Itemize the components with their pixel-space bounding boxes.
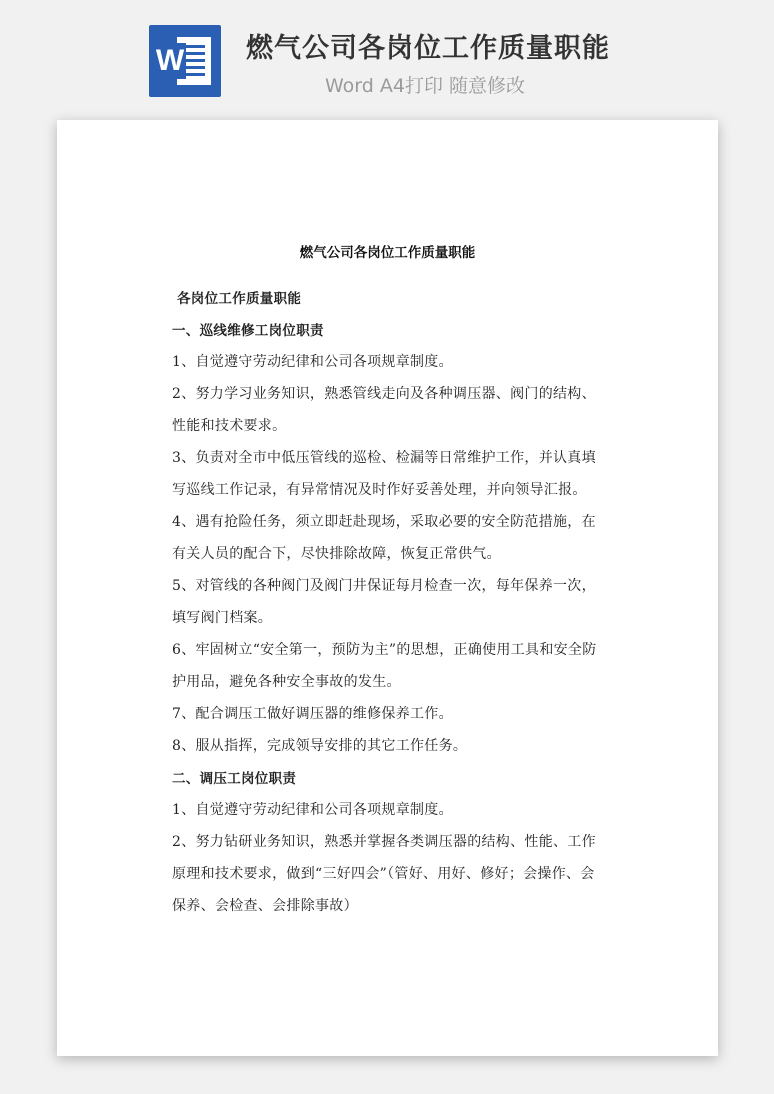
page-header <box>0 0 774 110</box>
paragraph-line: 2、努力学习业务知识，熟悉管线走向及各种调压器、阀门的结构、 <box>172 386 596 402</box>
paragraph-line: 写巡线工作记录，有异常情况及时作好妥善处理，并向领导汇报。 <box>172 482 587 498</box>
document-page <box>57 120 718 1056</box>
section-heading-1: 一、巡线维修工岗位职责 <box>172 323 324 339</box>
paragraph-line: 8、服从指挥，完成领导安排的其它工作任务。 <box>172 738 468 754</box>
paragraph-line: 护用品，避免各种安全事故的发生。 <box>172 674 401 690</box>
page-subtitle: Word A4打印 随意修改 <box>325 75 526 97</box>
paragraph-line: 保养、会检查、会排除事故） <box>172 898 358 914</box>
paragraph-line: 5、对管线的各种阀门及阀门井保证每月检查一次，每年保养一次， <box>172 578 596 594</box>
paragraph-line: 2、努力钻研业务知识，熟悉并掌握各类调压器的结构、性能、工作 <box>172 834 596 850</box>
section-heading-2: 二、调压工岗位职责 <box>172 771 297 787</box>
paragraph-line: 3、负责对全市中低压管线的巡检、检漏等日常维护工作，并认真填 <box>172 450 596 466</box>
word-logo-letter: W <box>155 44 185 77</box>
page-title: 燃气公司各岗位工作质量职能 <box>246 33 610 64</box>
paragraph-line: 7、配合调压工做好调压器的维修保养工作。 <box>172 706 453 722</box>
document-title: 燃气公司各岗位工作质量职能 <box>299 245 476 261</box>
paragraph-line: 6、牢固树立“安全第一，预防为主”的思想，正确使用工具和安全防 <box>172 642 597 658</box>
paragraph-line: 性能和技术要求。 <box>172 418 287 434</box>
paragraph-line: 4、遇有抢险任务，须立即赶赴现场，采取必要的安全防范措施，在 <box>172 514 596 530</box>
section-heading: 各岗位工作质量职能 <box>177 291 302 307</box>
paragraph-line: 填写阀门档案。 <box>172 610 273 626</box>
word-icon <box>149 25 221 97</box>
paragraph-line: 原理和技术要求，做到“三好四会”（管好、用好、修好；会操作、会 <box>172 866 595 882</box>
paragraph-line: 1、自觉遵守劳动纪律和公司各项规章制度。 <box>172 802 453 818</box>
paragraph-line: 1、自觉遵守劳动纪律和公司各项规章制度。 <box>172 354 453 370</box>
paragraph-line: 有关人员的配合下，尽快排除故障，恢复正常供气。 <box>172 546 501 562</box>
